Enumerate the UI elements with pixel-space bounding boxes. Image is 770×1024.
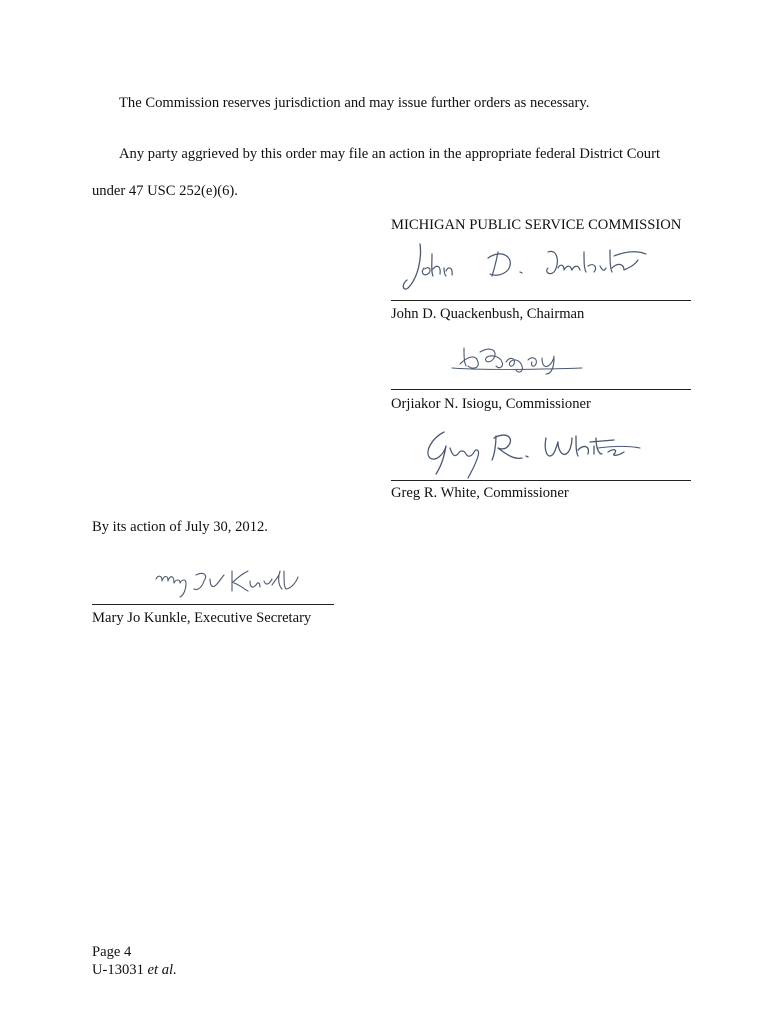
signatory-name-isiogu: Orjiakor N. Isiogu, Commissioner [391,396,591,412]
signatory-name-quackenbush: John D. Quackenbush, Chairman [391,306,585,322]
action-date-line: By its action of July 30, 2012. [92,519,268,535]
case-number [92,961,177,979]
case-number-id: U-13031 [92,962,144,978]
signatory-name-white: Greg R. White, Commissioner [391,485,569,501]
case-number-suffix: et al. [147,962,177,978]
signature-kunkle [152,565,302,601]
signature-isiogu [450,340,590,376]
commission-heading: MICHIGAN PUBLIC SERVICE COMMISSION [391,217,682,233]
paragraph-appeal-line1: Any party aggrieved by this order may file an action in the appropriate federal District Court [119,146,661,162]
paragraph-appeal-line2: under 47 USC 252(e)(6). [92,183,238,199]
signature-line-white [391,480,691,481]
signature-line-isiogu [391,389,691,390]
signature-line-kunkle [92,604,334,605]
secretary-name: Mary Jo Kunkle, Executive Secretary [92,610,312,626]
signature-line-quackenbush [391,300,691,301]
signature-white [418,424,648,480]
signature-quackenbush [398,238,658,294]
page-number: Page 4 [92,944,132,960]
paragraph-jurisdiction: The Commission reserves jurisdiction and may issue further orders as necessary. [119,95,590,111]
